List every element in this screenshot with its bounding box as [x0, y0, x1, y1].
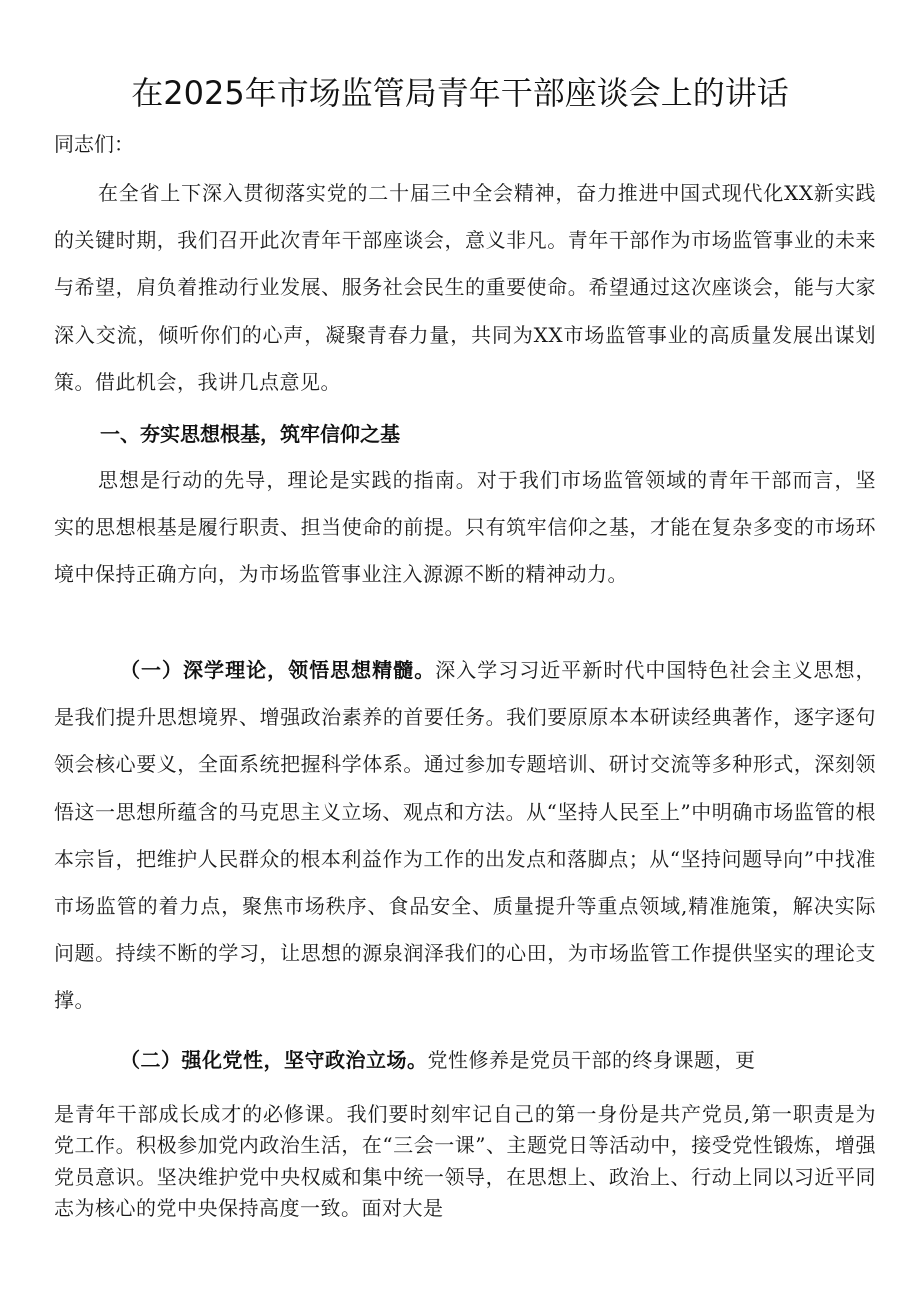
subsection-1-text: 深入学习习近平新时代中国特色社会主义思想，是我们提升思想境界、增强政治素养的首要任务。我们要原原本本研读经典著作，逐字逐句领会核心要义，全面系统把握科学体系。通过参加专题培训、研讨交流等多种形式，深刻领悟这一思想所蕴含的马克思主义立场、观点和方法。从“坚持人民至上”中明确市场监管的根本宗旨，把维护人民群众的根本利益作为工作的出发点和落脚点；从“坚持问题导向”中找准市场监管的着力点，聚焦市场秩序、食品安全、质量提升等重点领域,精准施策，解决实际问题。持续不断的学习，让思想的源泉润泽我们的心田，为市场监管工作提供坚实的理论支撑。	[54, 658, 877, 1013]
intro-paragraph: 在全省上下深入贯彻落实党的二十届三中全会精神，奋力推进中国式现代化XX新实践的关键时期，我们召开此次青年干部座谈会，意义非凡。青年干部作为市场监管事业的未来与希望，肩负着推动行业发展、服务社会民生的重要使命。希望通过这次座谈会，能与大家深入交流，倾听你们的心声，凝聚青春力量，共同为XX市场监管事业的高质量发展出谋划策。借此机会，我讲几点意见。	[54, 181, 876, 394]
subsection-1-paragraph	[54, 647, 876, 1025]
document-title: 在2025年市场监管局青年干部座谈会上的讲话	[131, 74, 789, 112]
greeting: 同志们：	[54, 132, 134, 156]
subsection-1-lead: （一）深学理论，领悟思想精髓。	[120, 658, 436, 682]
section-1-paragraph: 思想是行动的先导，理论是实践的指南。对于我们市场监管领域的青年干部而言，坚实的思想根基是履行职责、担当使命的前提。只有筑牢信仰之基，才能在复杂多变的市场环境中保持正确方向，为市场监管事业注入源源不断的精神动力。	[54, 468, 876, 587]
section-heading-1: 一、夯实思想根基，筑牢信仰之基	[100, 422, 400, 446]
subsection-2-paragraph-rest: 是青年干部成长成才的必修课。我们要时刻牢记自己的第一身份是共产党员,第一职责是为党工作。积极参加党内政治生活，在“三会一课”、主题党日等活动中，接受党性锻炼，增强党员意识。坚决维护党中央权威和集中统一领导，在思想上、政治上、行动上同以习近平同志为核心的党中央保持高度一致。面对大是	[54, 1102, 876, 1220]
subsection-2-text-first-line: 党性修养是党员干部的终身课题，更	[427, 1048, 756, 1072]
subsection-2-first-line	[54, 1044, 876, 1076]
subsection-2-lead: （二）强化党性，坚守政治立场。	[120, 1048, 428, 1072]
